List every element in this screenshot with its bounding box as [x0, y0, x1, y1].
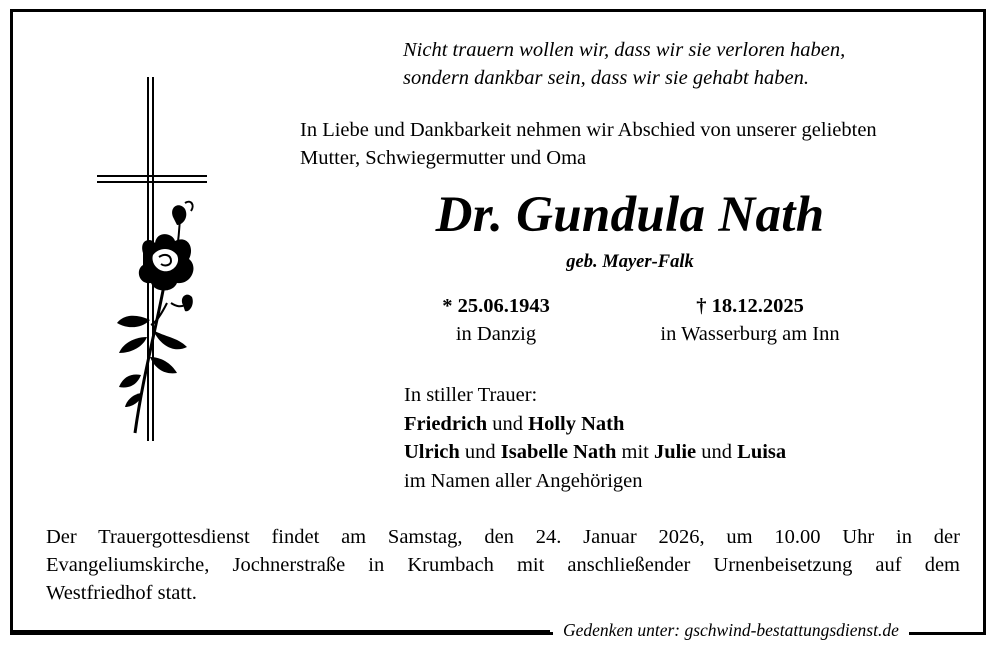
death-place: in Wasserburg am Inn: [660, 323, 840, 345]
mourner-name: Julie: [654, 441, 697, 463]
conjunction: und: [487, 412, 529, 435]
deceased-name: Dr. Gundula Nath: [435, 187, 825, 243]
mourners-block: [404, 381, 786, 495]
birth-info: [366, 292, 626, 348]
death-date: † 18.12.2025: [696, 295, 804, 317]
mourners-closing: im Namen aller Angehörigen: [404, 469, 643, 492]
motto-line: Nicht trauern wollen wir, dass wir sie verloren haben,: [403, 39, 846, 61]
mourners-line: [404, 410, 786, 439]
mourners-line: [404, 438, 786, 467]
service-line: Westfriedhof statt.: [46, 582, 197, 604]
motto-line: sondern dankbar sein, dass wir sie gehabt haben.: [403, 67, 809, 89]
service-line: Der Trauergottesdienst findet am Samstag, den 24. Januar 2026, um 10.00 Uhr in der: [46, 526, 960, 548]
service-notice: [46, 523, 960, 607]
motto: [403, 36, 845, 92]
birth-place: in Danzig: [455, 323, 537, 345]
mourner-name: Ulrich: [404, 441, 460, 463]
conjunction: und: [459, 441, 501, 463]
birth-name: geb. Mayer-Falk: [566, 252, 694, 272]
cross-with-rose-icon: [95, 75, 215, 445]
conjunction: und: [696, 441, 738, 463]
intro-line: Mutter, Schwiegermutter und Oma: [300, 147, 587, 169]
mourner-name: Luisa: [737, 441, 787, 463]
conjunction: mit: [616, 441, 654, 463]
mourners-heading: In stiller Trauer:: [404, 384, 538, 406]
service-line: Evangeliumskirche, Jochnerstraße in Krumbach mit anschließender Urnenbeisetzung auf dem: [46, 554, 960, 576]
intro-text: [300, 116, 877, 172]
footer-rule: [13, 630, 550, 633]
mourner-name: Friedrich: [404, 412, 488, 435]
death-info: [620, 292, 880, 348]
memorial-link[interactable]: Gedenken unter: gschwind-bestattungsdienst.de: [553, 619, 909, 641]
birth-date: * 25.06.1943: [442, 295, 550, 317]
intro-line: In Liebe und Dankbarkeit nehmen wir Abschied von unserer geliebten: [300, 119, 877, 141]
mourner-name: Holly Nath: [528, 412, 625, 435]
mourner-name: Isabelle Nath: [500, 441, 617, 463]
